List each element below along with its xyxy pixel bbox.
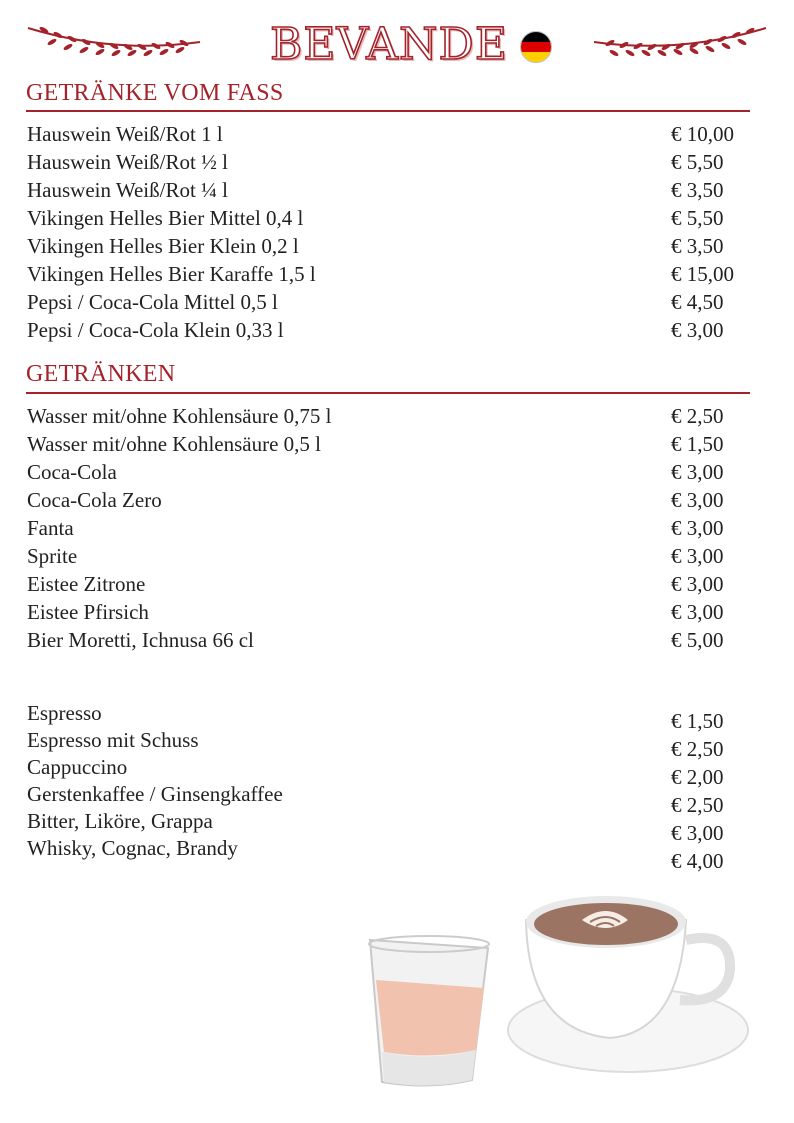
item-name: Wasser mit/ohne Kohlensäure 0,75 l — [27, 404, 332, 428]
drinks-illustration — [360, 880, 760, 1100]
item-name: Pepsi / Coca-Cola Mittel 0,5 l — [27, 290, 278, 314]
menu-item — [27, 542, 747, 570]
section-title-draft: GETRÄNKE VOM FASS — [26, 80, 284, 106]
menu-item — [27, 570, 747, 598]
laurel-branch-left-icon — [24, 20, 204, 60]
item-name: Gerstenkaffee / Ginsengkaffee — [27, 782, 283, 806]
item-price: € 3,00 — [671, 544, 724, 568]
coffee-names-column — [27, 700, 283, 862]
menu-item — [27, 458, 747, 486]
section-divider — [26, 110, 750, 112]
menu-item — [27, 514, 747, 542]
item-price: € 3,00 — [671, 600, 724, 624]
drinks-list — [27, 402, 747, 654]
menu-item — [27, 430, 747, 458]
menu-title: BEVANDE — [270, 19, 508, 70]
item-name: Espresso — [27, 701, 102, 725]
item-price: € 2,50 — [671, 404, 724, 428]
menu-item — [27, 148, 747, 176]
item-price: € 3,00 — [671, 572, 724, 596]
menu-item — [27, 402, 747, 430]
item-price: € 2,00 — [671, 765, 724, 789]
item-price: € 2,50 — [671, 793, 724, 817]
item-name: Bitter, Liköre, Grappa — [27, 809, 213, 833]
menu-item — [27, 626, 747, 654]
draft-drinks-list — [27, 120, 747, 344]
item-price: € 3,00 — [671, 821, 724, 845]
coffee-spirits-list — [27, 700, 747, 880]
item-price: € 5,50 — [671, 206, 724, 230]
menu-item — [27, 288, 747, 316]
menu-item — [27, 260, 747, 288]
item-name: Fanta — [27, 516, 74, 540]
section-divider — [26, 392, 750, 394]
item-price: € 3,00 — [671, 488, 724, 512]
coffee-cup-icon — [508, 896, 748, 1072]
item-name: Coca-Cola — [27, 460, 117, 484]
menu-header — [0, 14, 794, 74]
item-price: € 10,00 — [671, 122, 734, 146]
menu-item — [27, 204, 747, 232]
item-price: € 4,50 — [671, 290, 724, 314]
item-name: Cappuccino — [27, 755, 128, 779]
item-price: € 3,00 — [671, 318, 724, 342]
item-price: € 4,00 — [671, 849, 724, 873]
item-name: Hauswein Weiß/Rot 1 l — [27, 122, 223, 146]
item-name: Vikingen Helles Bier Mittel 0,4 l — [27, 206, 304, 230]
menu-item — [27, 232, 747, 260]
item-price: € 1,50 — [671, 709, 724, 733]
item-price: € 15,00 — [671, 262, 734, 286]
item-price: € 3,00 — [671, 460, 724, 484]
menu-item — [27, 176, 747, 204]
item-price: € 1,50 — [671, 432, 724, 456]
item-name: Pepsi / Coca-Cola Klein 0,33 l — [27, 318, 284, 342]
menu-item — [27, 120, 747, 148]
item-price: € 3,50 — [671, 178, 724, 202]
item-price: € 5,00 — [671, 628, 724, 652]
item-name: Vikingen Helles Bier Karaffe 1,5 l — [27, 262, 316, 286]
germany-flag-icon — [520, 31, 552, 63]
item-name: Vikingen Helles Bier Klein 0,2 l — [27, 234, 299, 258]
menu-item — [27, 316, 747, 344]
item-name: Eistee Zitrone — [27, 572, 146, 596]
item-name: Hauswein Weiß/Rot ¼ l — [27, 178, 228, 202]
item-name: Sprite — [27, 544, 78, 568]
item-name: Coca-Cola Zero — [27, 488, 162, 512]
section-title-drinks: GETRÄNKEN — [26, 361, 176, 387]
item-price: € 5,50 — [671, 150, 724, 174]
item-name: Eistee Pfirsich — [27, 600, 149, 624]
coffee-prices-column — [671, 707, 724, 875]
item-price: € 2,50 — [671, 737, 724, 761]
shot-glass-icon — [369, 936, 489, 1086]
item-price: € 3,50 — [671, 234, 724, 258]
menu-item — [27, 598, 747, 626]
item-name: Wasser mit/ohne Kohlensäure 0,5 l — [27, 432, 321, 456]
item-name: Hauswein Weiß/Rot ½ l — [27, 150, 228, 174]
laurel-branch-right-icon — [590, 20, 770, 60]
item-price: € 3,00 — [671, 516, 724, 540]
item-name: Whisky, Cognac, Brandy — [27, 836, 238, 860]
item-name: Bier Moretti, Ichnusa 66 cl — [27, 628, 254, 652]
menu-item — [27, 486, 747, 514]
item-name: Espresso mit Schuss — [27, 728, 199, 752]
